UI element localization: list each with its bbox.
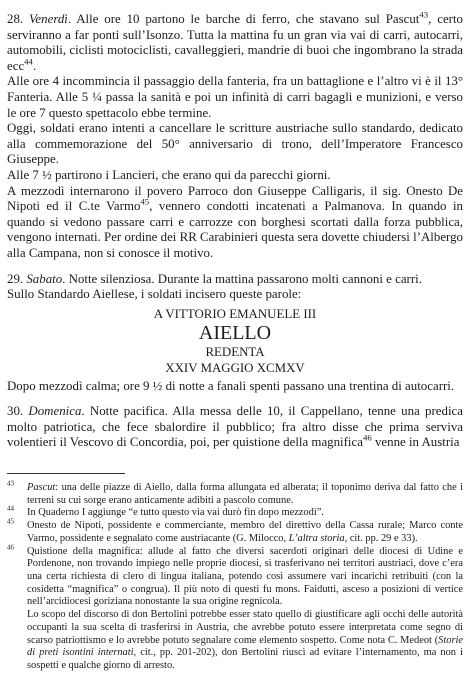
footnote-43 [7,479,463,507]
footnote-text-a: Onesto de Nipoti, possidente e commerciante, membro del direttivo della Cassa rurale; Marco conte Varmo, possidente e segnalato come austriacante (G. Milocco, [27,520,463,544]
entry-28-para-5-a: A mezzodì internarono il povero Parroco don Giuseppe Calligaris, il sig. Onesto De Nipoti ed il C.te Varmo [7,183,463,214]
footnote-text: : una delle piazze di Aiello, dalla forma allungata ed alberata; il toponimo deriva dal fatto che i terreni su cui sorge erano anticamente adibiti a pascolo comune. [27,482,463,506]
footnote-text: In Quaderno I aggiunge “e tutto questo via vai durò fin dopo mezzodì”. [27,507,324,519]
entry-28-text-b: , certo serviranno a far ponti sull’Isonzo. Tutta la mattina fu un gran via vai di carri, autocarri, automobili, ciclisti motociclisti, cavalleggieri, mandrie di buoi che ingombrano la strada ecc [7,12,464,73]
footnote-45 [7,517,463,545]
footnote-46-para-2-a: Lo scopo del discorso di don Bertolini potrebbe esser stato quello di giustificare agli occhi delle autorità occupanti la sua scelta di trasferirsi in Austria, che avrebbe potuto essere interpretata come segno di scarso patriottismo e lo avrebbe potuto segnalare come elemento sospetto. Come nota C. Medeot ( [27,609,463,646]
footnote-term: Pascut [27,482,56,494]
footnote-divider [7,473,125,474]
footnote-title: L’altra storia [288,532,345,544]
inscription-line-2: AIELLO [198,321,272,344]
entry-28-text-c: . [32,58,37,73]
entry-28-para-5-b: , vennero condotti incatenati a Palmanova. In quando in quando si vedono passare carri e carrozze con borghesi scortati dalla forza pubblica, vengono internati. Per ordine dei RR Carabinieri questa sera dovette chiudersi l’Albergo alla Campana, non si conosce il motivo. [7,199,463,260]
inscription [7,306,463,376]
entry-29-para-3: Dopo mezzodì calma; ore 9 ½ di notte a fanali spenti passano una trentina di autocarri. [7,378,455,393]
entry-30-text-a: Notte pacifica. Alla messa delle 10, il Cappellano, tenne una predica molto patriotica, che fece sbalordire il pubblico; fra altro disse che prima serviva volentieri il Vescovo di Concordia, poi, per quistione della magnifica [7,404,463,450]
footnote-46 [7,543,463,673]
entry-29-day: Sabato [26,271,63,286]
entry-28-para-5 [7,184,463,262]
entry-29-number: 29. [7,271,24,286]
footnote-ref-46[interactable]: 46 [362,433,372,444]
entry-28-para-4: Alle 7 ½ partirono i Lancieri, che erano qui da parecchi giorni. [7,167,331,182]
entry-30-day: Domenica [28,404,82,419]
footnote-ref-45[interactable]: 45 [140,196,150,207]
entry-30-para-1: 30. Domenica. Notte pacifica. Alla messa delle 10, il Cappellano, tenne una predica molto patriotica, che fece sbalordire il pubblico; fra altro disse che prima serviva volentieri il Vescovo di Concordia, poi, per quistione della magnifica$^{46}$ venne in Austria [7,404,463,450]
entry-28-para-2: Alle ore 4 incommincia il passaggio della fanteria, fra un battaglione e l’altro vi è il 13° Fanteria. Alle 5 ¼ passa la sanità e poi un infinità di carri bagagli e munizioni, e verso le ore 7 questo spettacolo ebbe termine. [7,74,463,120]
footnote-number: 43 [7,479,15,488]
inscription-line-4: XXIV MAGGIO XCMXV [165,360,305,375]
entry-29-text: Notte silenziosa. Durante la mattina passarono molti cannoni e carri. [68,271,422,286]
footnotes [7,479,463,673]
entry-28-number: 28. [7,12,24,26]
footnote-46-para-2-b: , cit., pp. 201-202), don Bertolini riuscì ad evitare l’internamento, ma non i sospetti e qualche giorno di arresto. [27,647,463,671]
inscription-line-3: REDENTA [205,344,265,359]
entry-28-para-3: Oggi, soldati erano intenti a cancellare le scritture austriache sullo standardo, dedicato alla commemorazione del 50° anniversario di trono, dell’Imperatore Francesco Giuseppe. [7,121,463,167]
entry-28-text-a: Alle ore 10 partono le barche di ferro, che stavano sul Pascut [76,12,420,26]
footnote-ref-44[interactable]: 44 [24,56,33,67]
entry-28-day: Venerdì [28,12,68,26]
footnote-46-para-1: Quistione della magnifica: allude al fatto che diversi sacerdoti originari delle diocesi di Udine e Pordenone, non trovando impiego nelle proprie diocesi, si trasferivano nei territori austriaci, dove c’era una certa richiesta di clero di lingua italiana, potendo così assumere vari incarichi retribuiti (con la cosidetta “magnifica” o congrua). Il più noto di questi fu mons. Faidutti, asceso a posizioni di vertice nell’arcidiocesi goriziana nonostante la sua origine regnicola. [27,545,463,608]
footnote-number: 46 [7,543,15,552]
footnote-44 [7,507,463,520]
inscription-line-1: A VITTORIO EMANUELE III [153,306,317,321]
footnote-number: 44 [7,505,15,513]
entry-30-number: 30. [7,404,24,419]
footnote-title: Storie di preti isontini internati [27,634,463,659]
footnote-ref-43[interactable]: 43 [419,9,429,20]
footnote-text-b: , cit. pp. 29 e 33). [344,532,418,544]
entry-30-text-b: venne in Austria [371,435,460,450]
entry-28-para-1: 28. Venerdì. Alle ore 10 partono le barche di ferro, che stavano sul Pascut$^{43}$, certo serviranno a far ponti sull’Isonzo. Tutta la mattina fu un gran via vai di carri, autocarri, automobili, ciclisti motociclisti, cavalleggieri, mandrie di buoi che ingombrano la strada ecc$^{44}$. [7,9,464,73]
entry-29-para-1: 29. Sabato. Notte silenziosa. Durante la mattina passarono molti cannoni e carri. [7,271,422,286]
footnote-number: 45 [7,517,15,526]
entry-29-para-2: Sullo Standardo Aiellese, i soldati incisero queste parole: [7,287,302,302]
main-text [7,9,464,451]
